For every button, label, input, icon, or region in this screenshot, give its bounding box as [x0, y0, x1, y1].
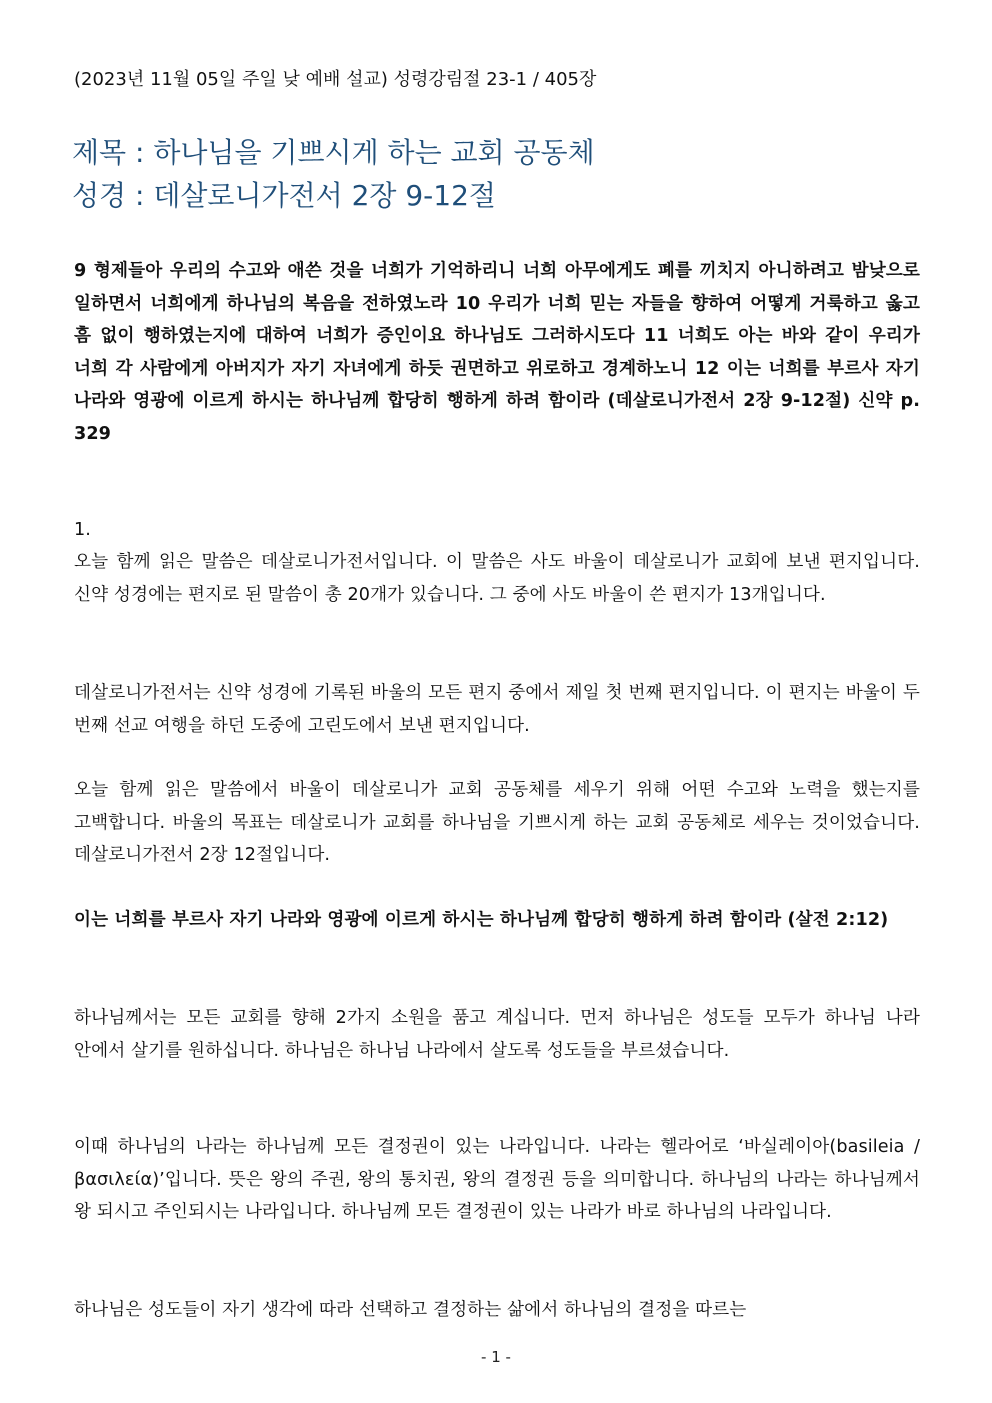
- page-number: - 1 -: [481, 1348, 511, 1366]
- sermon-info-line: (2023년 11월 05일 주일 낮 예배 설교) 성령강림절 23-1 / 405장: [74, 69, 597, 90]
- scripture-passage: 9 형제들아 우리의 수고와 애쓴 것을 너희가 기억하리니 너희 아무에게도 폐를 끼치지 아니하려고 밤낮으로 일하면서 너희에게 하나님의 복음을 전하였노라 10 우리가 너희 믿는 자들을 향하여 어떻게 거룩하고 옳고 흠 없이 행하였는지에 대하여 너희가 증인이요 하나님도 그러하시도다 11 너희도 아는 바와 같이 우리가 너희 각 사람에게 아버지가 자기 자녀에게 하듯 권면하고 위로하고 경계하노니 12 이는 너희를 부르사 자기 나라와 영광에 이르게 하시는 하나님께 합당히 행하게 하려 함이라 (데살로니가전서 2장 9-12절) 신약 p. 329: [74, 261, 920, 444]
- scripture-quote: 이는 너희를 부르사 자기 나라와 영광에 이르게 하시는 하나님께 합당히 행하게 하려 함이라 (살전 2:12): [74, 910, 889, 930]
- section-number: 1.: [74, 520, 91, 540]
- sermon-scripture-reference: 성경 : 데살로니가전서 2장 9-12절: [72, 179, 496, 212]
- body-paragraph: 데살로니가전서는 신약 성경에 기록된 바울의 모든 편지 중에서 제일 첫 번째 편지입니다. 이 편지는 바울이 두 번째 선교 여행을 하던 도중에 고린도에서 보낸 편지입니다.: [74, 683, 920, 736]
- body-paragraph: 하나님께서는 모든 교회를 향해 2가지 소원을 품고 계십니다. 먼저 하나님은 성도들 모두가 하나님 나라 안에서 살기를 원하십니다. 하나님은 하나님 나라에서 살도록 성도들을 부르셨습니다.: [74, 1008, 920, 1061]
- body-paragraph: 오늘 함께 읽은 말씀에서 바울이 데살로니가 교회 공동체를 세우기 위해 어떤 수고와 노력을 했는지를 고백합니다. 바울의 목표는 데살로니가 교회를 하나님을 기쁘시게 하는 교회 공동체로 세우는 것이었습니다. 데살로니가전서 2장 12절입니다.: [74, 780, 920, 866]
- body-paragraph: 오늘 함께 읽은 말씀은 데살로니가전서입니다. 이 말씀은 사도 바울이 데살로니가 교회에 보낸 편지입니다. 신약 성경에는 편지로 된 말씀이 총 20개가 있습니다. 그 중에 사도 바울이 쓴 편지가 13개입니다.: [74, 552, 920, 605]
- sermon-title: 제목 : 하나님을 기쁘시게 하는 교회 공동체: [72, 136, 595, 169]
- body-paragraph: 이때 하나님의 나라는 하나님께 모든 결정권이 있는 나라입니다. 나라는 헬라어로 ‘바실레이아(basileia / βασιλεία)’입니다. 뜻은 왕의 주권, 왕의 통치권, 왕의 결정권 등을 의미합니다. 하나님의 나라는 하나님께서 왕 되시고 주인되시는 나라입니다. 하나님께 모든 결정권이 있는 나라가 바로 하나님의 나라입니다.: [74, 1137, 920, 1223]
- body-paragraph: 하나님은 성도들이 자기 생각에 따라 선택하고 결정하는 삶에서 하나님의 결정을 따르는: [74, 1300, 747, 1320]
